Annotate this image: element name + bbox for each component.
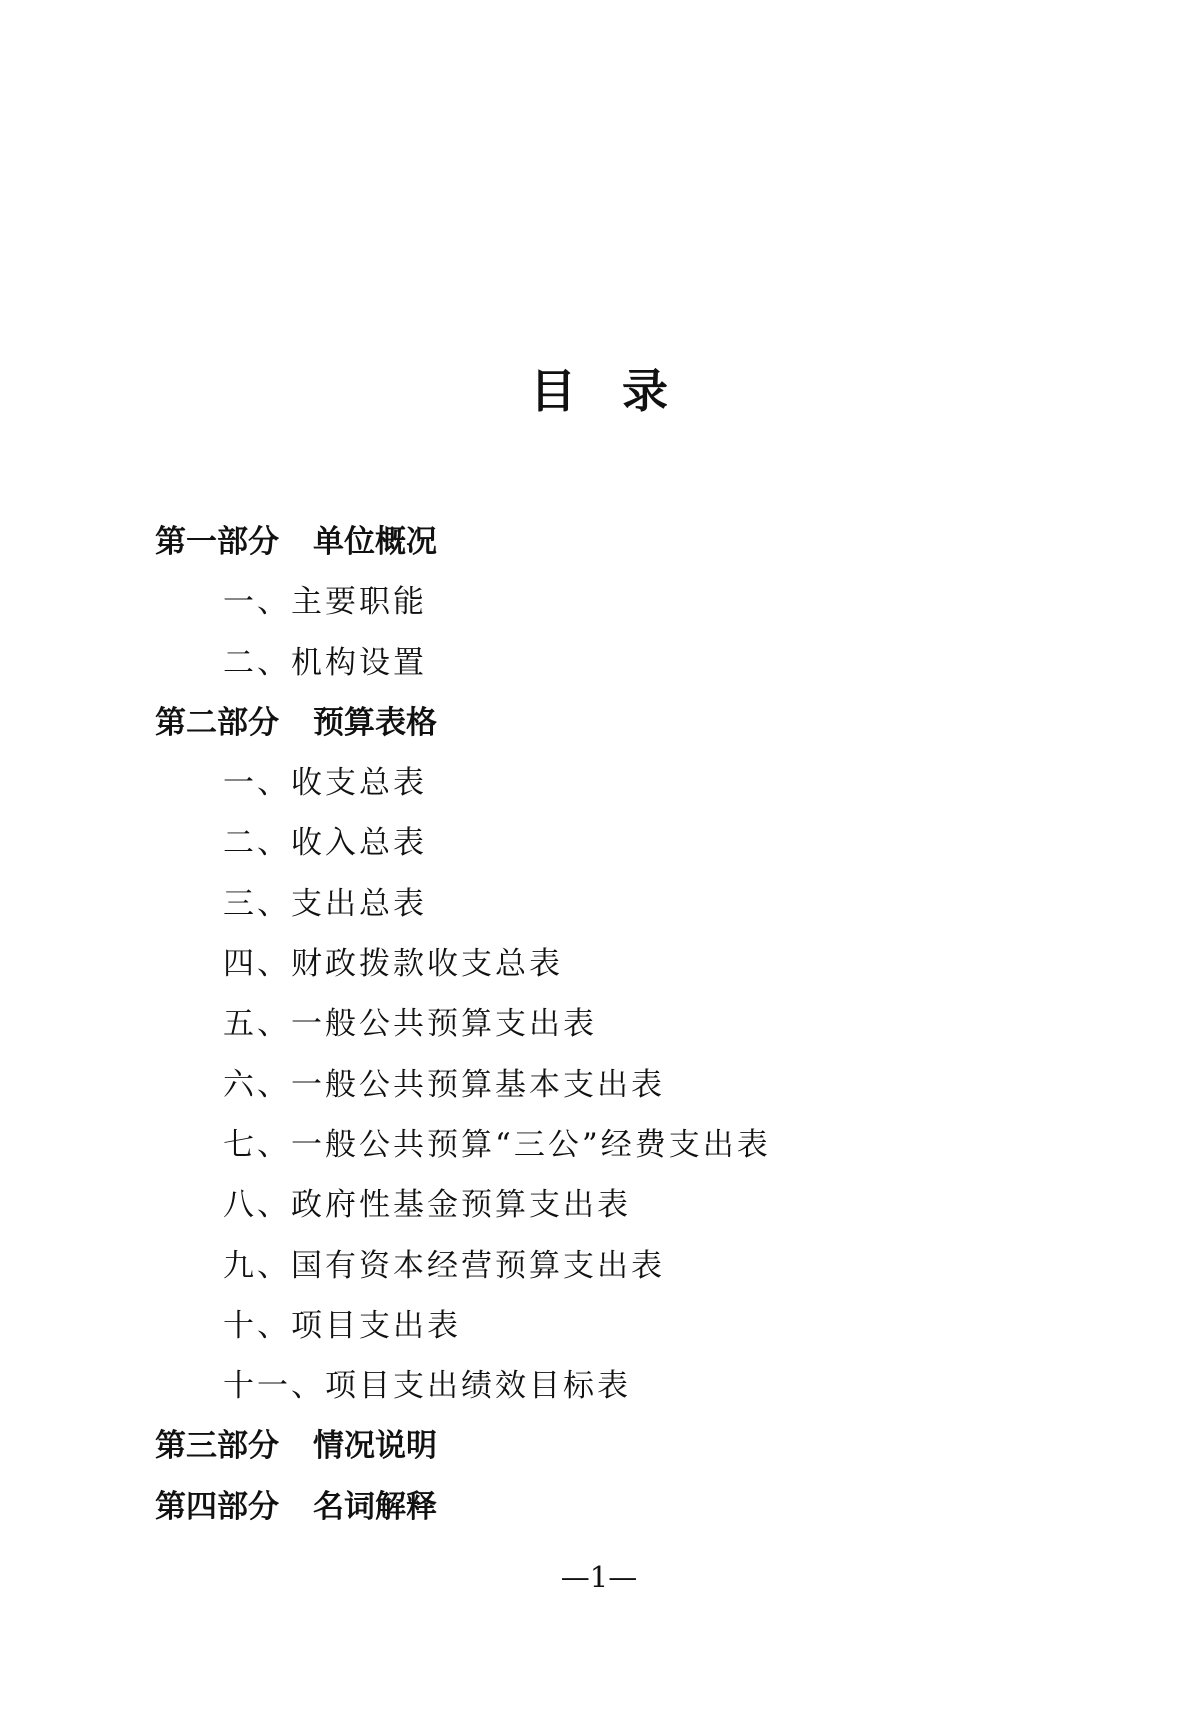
- page-title: [0, 355, 1198, 421]
- page-number: —1—: [560, 1560, 638, 1594]
- toc-part-title: 预算表格: [313, 704, 437, 741]
- toc-part-3: [155, 1416, 1055, 1476]
- toc-part-label: 第一部分: [155, 524, 279, 560]
- toc-item: 十一、项目支出绩效目标表: [223, 1368, 631, 1405]
- toc-item: 八、政府性基金预算支出表: [223, 1187, 631, 1224]
- table-of-contents: [155, 512, 1055, 1537]
- toc-item: 六、一般公共预算基本支出表: [223, 1066, 665, 1103]
- toc-item: 五、一般公共预算支出表: [223, 1006, 597, 1043]
- toc-item: 十、项目支出表: [223, 1307, 461, 1344]
- toc-item: 七、一般公共预算“三公”经费支出表: [223, 1126, 771, 1163]
- toc-part-label: 第三部分: [155, 1428, 279, 1465]
- toc-part-label: 第二部分: [155, 704, 279, 741]
- toc-part-title: 名词解释: [313, 1488, 437, 1525]
- toc-part-2: [155, 693, 1055, 753]
- title-char-1: 目: [530, 364, 576, 418]
- toc-item: 九、国有资本经营预算支出表: [223, 1247, 665, 1284]
- toc-part-title: 情况说明: [313, 1428, 437, 1465]
- toc-part-4: [155, 1477, 1055, 1537]
- toc-item: 一、主要职能: [223, 584, 427, 621]
- toc-part-label: 第四部分: [155, 1488, 279, 1525]
- toc-item: 一、收支总表: [223, 765, 427, 802]
- title-char-2: 录: [622, 364, 668, 418]
- toc-item: 二、机构设置: [223, 644, 427, 681]
- toc-item: 三、支出总表: [223, 885, 427, 922]
- toc-part-1: [155, 512, 1055, 572]
- toc-part-title: 单位概况: [313, 524, 437, 560]
- toc-item: 四、财政拨款收支总表: [223, 946, 563, 983]
- toc-item: 二、收入总表: [223, 825, 427, 862]
